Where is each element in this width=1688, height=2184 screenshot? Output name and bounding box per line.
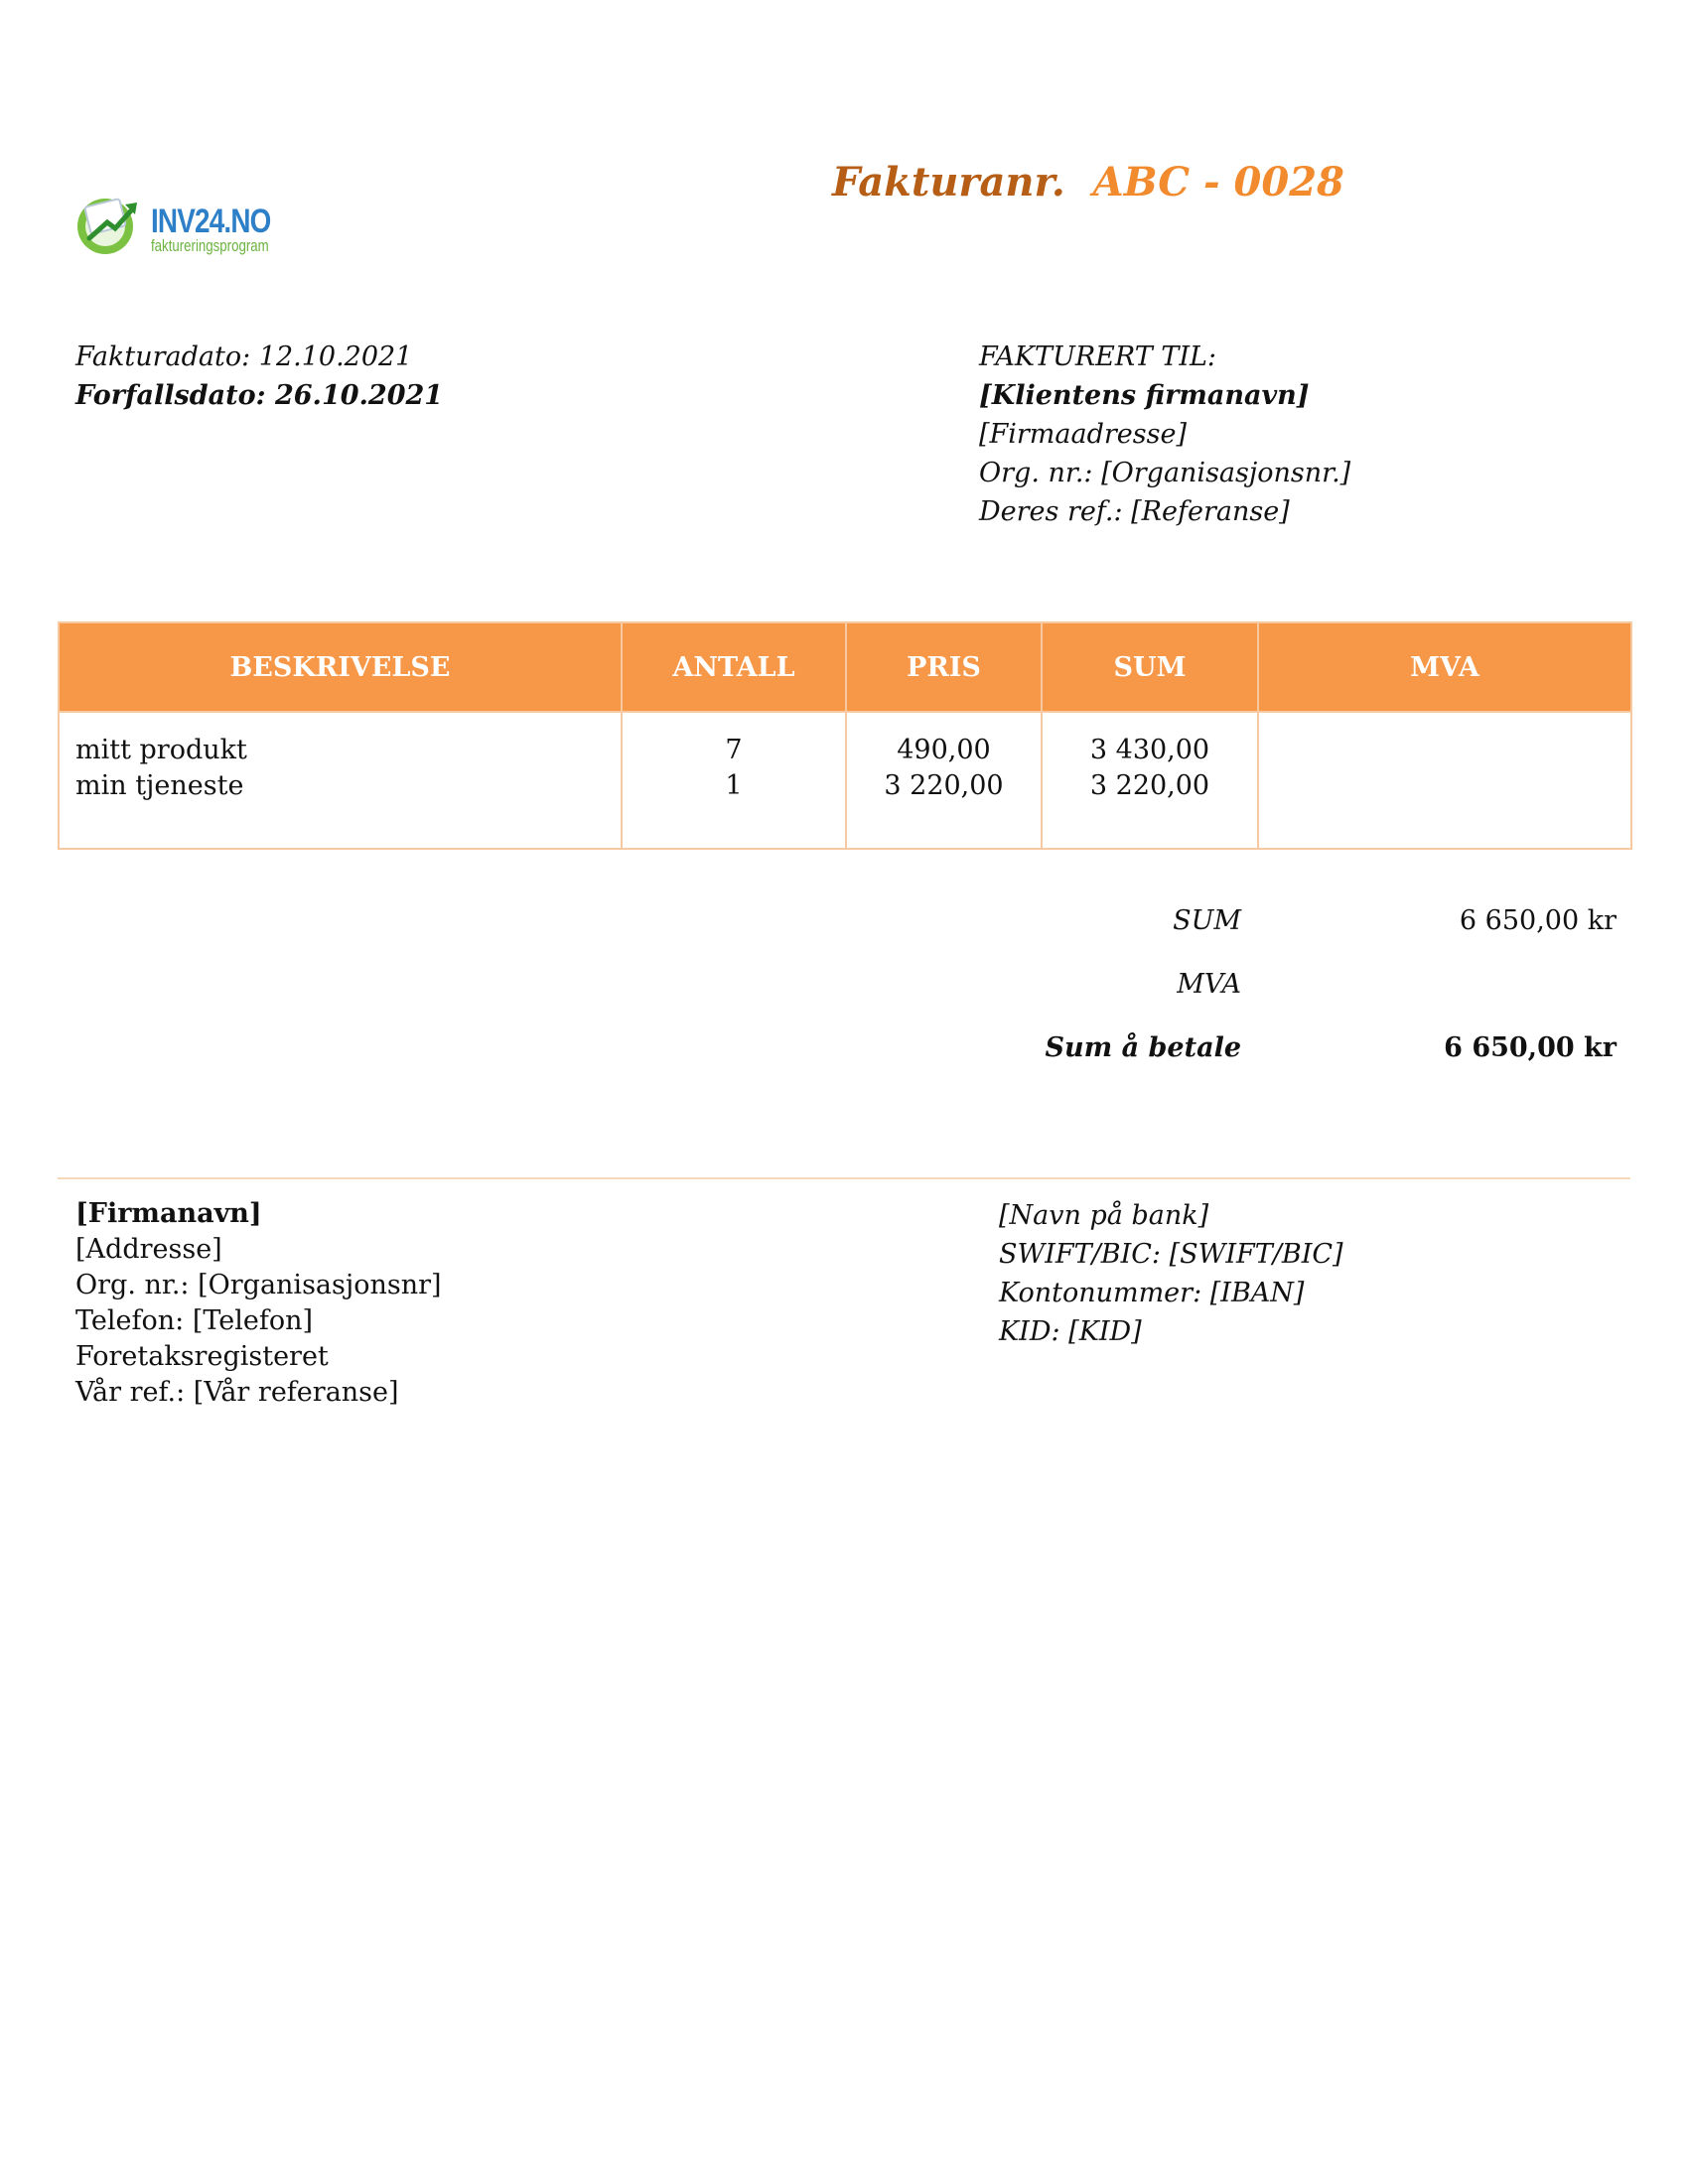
sum-value: 6 650,00 kr (1459, 905, 1617, 936)
company-logo (73, 189, 292, 268)
cell-sum (1042, 712, 1258, 849)
total-value: 6 650,00 kr (1444, 1032, 1617, 1063)
header-sum: SUM (1042, 622, 1258, 712)
cell-vat (1258, 712, 1631, 849)
table-row (59, 712, 1631, 849)
invoice-items-table (58, 621, 1632, 850)
header-price: PRIS (846, 622, 1042, 712)
company-name: [Firmanavn] (75, 1198, 262, 1229)
item-sum: 3 220,00 (1089, 770, 1210, 801)
item-quantity: 7 (725, 735, 743, 765)
cell-quantity (622, 712, 846, 849)
vat-label: MVA (1177, 969, 1241, 1000)
client-org-nr: Org. nr.: [Organisasjonsnr.] (979, 458, 1351, 488)
logo-arrow-icon (73, 189, 143, 258)
invoice-date: Fakturadato: 12.10.2021 (75, 341, 413, 372)
logo-brand: INV24.NO (151, 203, 271, 240)
invoice-title-label: Fakturanr. (832, 159, 1065, 205)
item-quantity: 1 (725, 770, 743, 801)
company-address: [Addresse] (75, 1234, 222, 1265)
item-price: 490,00 (897, 735, 991, 765)
invoice-number: ABC - 0028 (1092, 159, 1344, 205)
cell-price (846, 712, 1042, 849)
total-label: Sum å betale (1045, 1032, 1241, 1063)
item-description: mitt produkt (75, 735, 247, 765)
item-description: min tjeneste (75, 770, 244, 801)
table-header-row (59, 622, 1631, 712)
bank-name: [Navn på bank] (999, 1200, 1209, 1231)
header-quantity: ANTALL (622, 622, 846, 712)
client-reference: Deres ref.: [Referanse] (979, 496, 1290, 527)
company-reference: Vår ref.: [Vår referanse] (75, 1377, 399, 1408)
invoice-title (832, 159, 1344, 205)
bank-kid: KID: [KID] (999, 1316, 1142, 1347)
billed-to-heading: FAKTURERT TIL: (979, 341, 1217, 372)
invoice-dates (75, 338, 443, 415)
footer-divider (58, 1177, 1630, 1179)
company-register: Foretaksregisteret (75, 1341, 329, 1372)
client-name: [Klientens firmanavn] (979, 380, 1310, 411)
sum-label: SUM (1173, 905, 1241, 936)
item-price: 3 220,00 (884, 770, 1004, 801)
due-date: Forfallsdato: 26.10.2021 (75, 380, 444, 411)
company-info (75, 1196, 442, 1411)
logo-tagline: faktureringsprogram (151, 236, 269, 255)
billed-to-block (979, 338, 1350, 531)
header-vat: MVA (1258, 622, 1631, 712)
company-phone: Telefon: [Telefon] (75, 1305, 314, 1336)
bank-swift: SWIFT/BIC: [SWIFT/BIC] (999, 1239, 1343, 1270)
bank-info (999, 1196, 1343, 1351)
item-sum: 3 430,00 (1089, 735, 1210, 765)
company-org-nr: Org. nr.: [Organisasjonsnr] (75, 1270, 442, 1300)
header-description: BESKRIVELSE (59, 622, 622, 712)
bank-account: Kontonummer: [IBAN] (999, 1278, 1305, 1308)
cell-description (59, 712, 622, 849)
client-address: [Firmaadresse] (979, 419, 1187, 450)
